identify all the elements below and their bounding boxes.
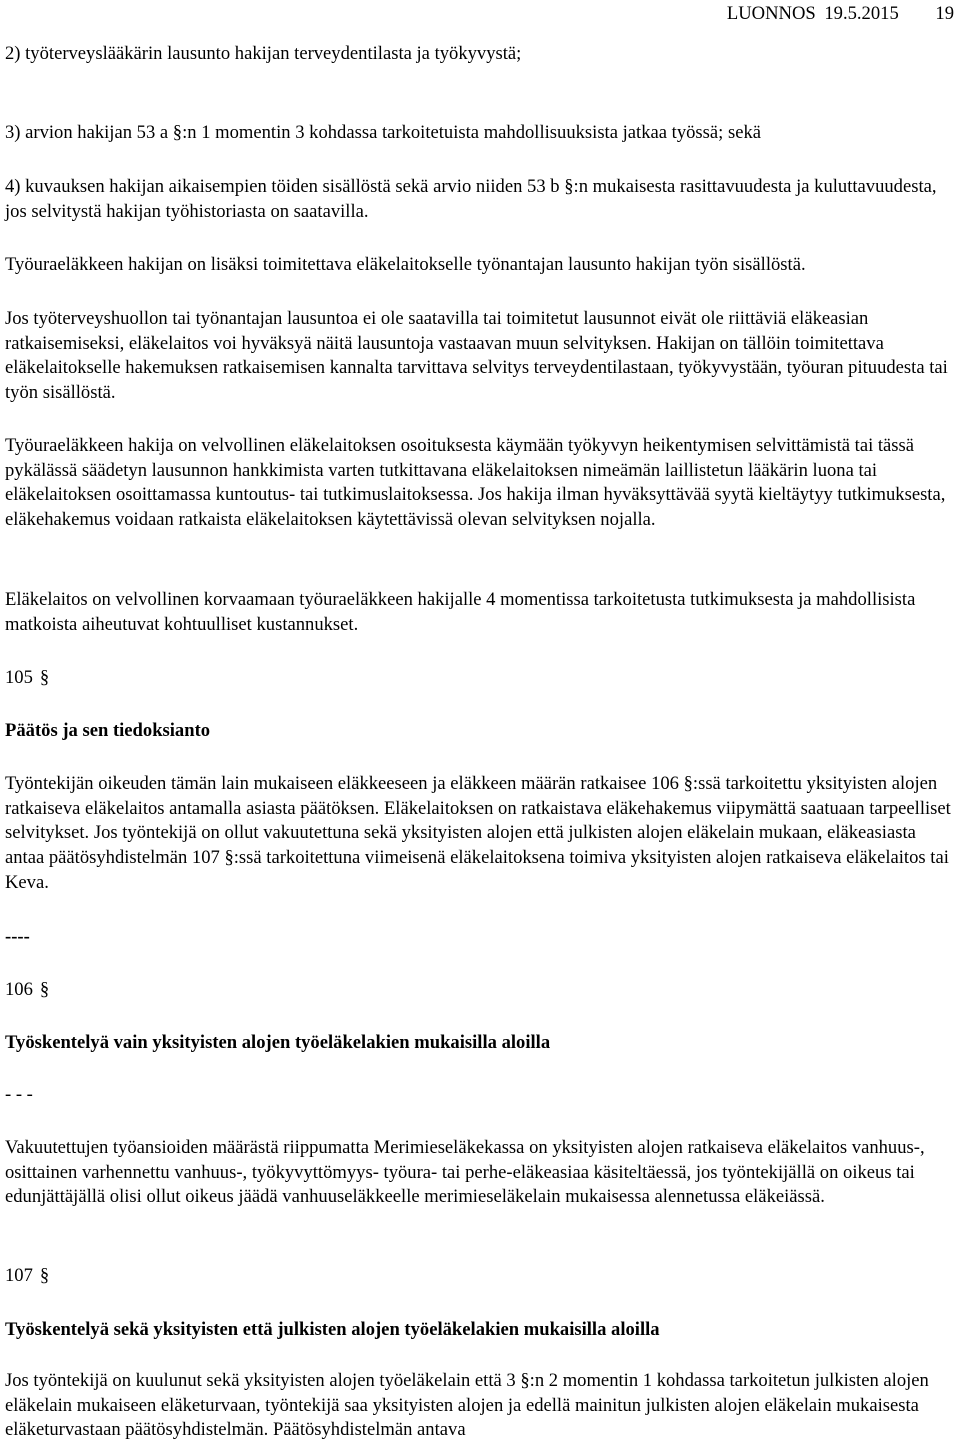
- paragraph-examination-duty: Työuraeläkkeen hakija on velvollinen eläkelaitoksen osoituksesta käymään työkyvyn heikentymisen selvittämistä tai tässä pykälässä säädetyn lausunnon hankkimista varten tutkittavana eläkelaitoksen nimeämän laillistetun lääkärin luona tai eläkelaitoksen osoittamassa kuntoutus- tai tutkimuslaitoksessa. Jos hakija ilman hyväksyttävää syytä kieltäytyy tutkimuksesta, eläkehakemus voidaan ratkaista eläkelaitoksen käytettävissä olevan selvityksen nojalla.: [5, 435, 946, 531]
- section-105-heading: [5, 666, 955, 691]
- list-item-3: 3) arvion hakijan 53 a §:n 1 momentin 3 kohdassa tarkoitetuista mahdollisuuksista jatkaa työssä; sekä: [5, 122, 761, 143]
- omission-dashes: - - -: [5, 1084, 33, 1105]
- section-sign: §: [39, 1265, 50, 1286]
- list-item-4: 4) kuvauksen hakijan aikaisempien töiden sisällöstä sekä arvio niiden 53 b §:n mukaisesta rasittavuudesta ja kuluttavuudesta, jos selvitystä hakijan työhistoriasta on saatavilla.: [5, 176, 937, 222]
- paragraph-missing-statements: Jos työterveyshuollon tai työnantajan lausuntoa ei ole saatavilla tai toimitetut lausunnot eivät ole riittäviä eläkeasian ratkaisemiseksi, eläkelaitos voi hyväksyä näitä lausuntoja vastaavan muun selvityksen. Hakijan on tällöin toimitettava eläkelaitokselle hakemuksen ratkaisemisen kannalta tarvittava selvitys terveydentilastaan, työkyvystään, työuran pituudesta tai työn sisällöstä.: [5, 308, 948, 404]
- section-sign: §: [39, 979, 50, 1000]
- section-107-heading: [5, 1264, 955, 1289]
- page-header: [727, 2, 954, 26]
- paragraph-employer-statement: Työuraeläkkeen hakijan on lisäksi toimitettava eläkelaitokselle työnantajan lausunto hakijan työn sisällöstä.: [5, 254, 806, 275]
- section-number: 105: [5, 667, 33, 688]
- section-106-heading: [5, 978, 955, 1003]
- section-sign: §: [39, 667, 50, 688]
- section-106-text: Vakuutettujen työansioiden määrästä riippumatta Merimieseläkekassa on yksityisten alojen ratkaiseva eläkelaitos vanhuus-, osittainen varhennettu vanhuus-, työkyvyttömyys- työura- tai perhe-eläkeasiaa käsiteltäessä, jos työntekijällä on oikeus tai edunjättäjällä olisi ollut oikeus jäädä vanhuuseläkkeelle merimieseläkelain mukaisessa alennetussa eläkeiässä.: [5, 1137, 925, 1208]
- paragraph-cost-compensation: Eläkelaitos on velvollinen korvaamaan työuraeläkkeen hakijalle 4 momentissa tarkoitetusta tutkimuksesta ja mahdollisista matkoista aiheutuvat kohtuulliset kustannukset.: [5, 589, 916, 635]
- draft-label: LUONNOS 19.5.2015: [726, 3, 899, 24]
- section-number: 106: [5, 979, 33, 1000]
- page-number: 19: [935, 3, 954, 24]
- section-107-text: Jos työntekijä on kuulunut sekä yksityisten alojen työeläkelain että 3 §:n 2 momentin 1 kohdassa tarkoitetun julkisten alojen eläkelain mukaiseen eläketurvaan, työntekijä saa yksityisten alojen ja edellä mainitun julkisten alojen eläkelain mukaisesta eläketurvastaan päätösyhdistelmän. Päätösyhdistelmän antava: [5, 1370, 929, 1441]
- section-106-title: Työskentelyä vain yksityisten alojen työeläkelakien mukaisilla aloilla: [5, 1032, 551, 1053]
- section-105-text: Työntekijän oikeuden tämän lain mukaiseen eläkkeeseen ja eläkkeen määrän ratkaisee 106 §:ssä tarkoitettu yksityisten alojen ratkaiseva eläkelaitos antamalla asiasta päätöksen. Eläkelaitoksen on ratkaistava eläkehakemus viipymättä saatuaan tarpeelliset selvitykset. Jos työntekijä on ollut vakuutettuna sekä yksityisten alojen että julkisten alojen eläkelain mukaan, eläkeasiasta antaa päätösyhdistelmän 107 §:ssä tarkoitettuna viimeisenä eläkelaitoksena toimiva yksityisten alojen ratkaiseva eläkelaitos tai Keva.: [5, 773, 951, 893]
- section-number: 107: [5, 1265, 33, 1286]
- section-105-title: Päätös ja sen tiedoksianto: [5, 720, 211, 741]
- section-107-title: Työskentelyä sekä yksityisten että julkisten alojen työeläkelakien mukaisilla aloilla: [5, 1319, 660, 1340]
- list-item-2: 2) työterveyslääkärin lausunto hakijan terveydentilasta ja työkyvystä;: [5, 43, 522, 64]
- section-separator: ----: [5, 926, 30, 947]
